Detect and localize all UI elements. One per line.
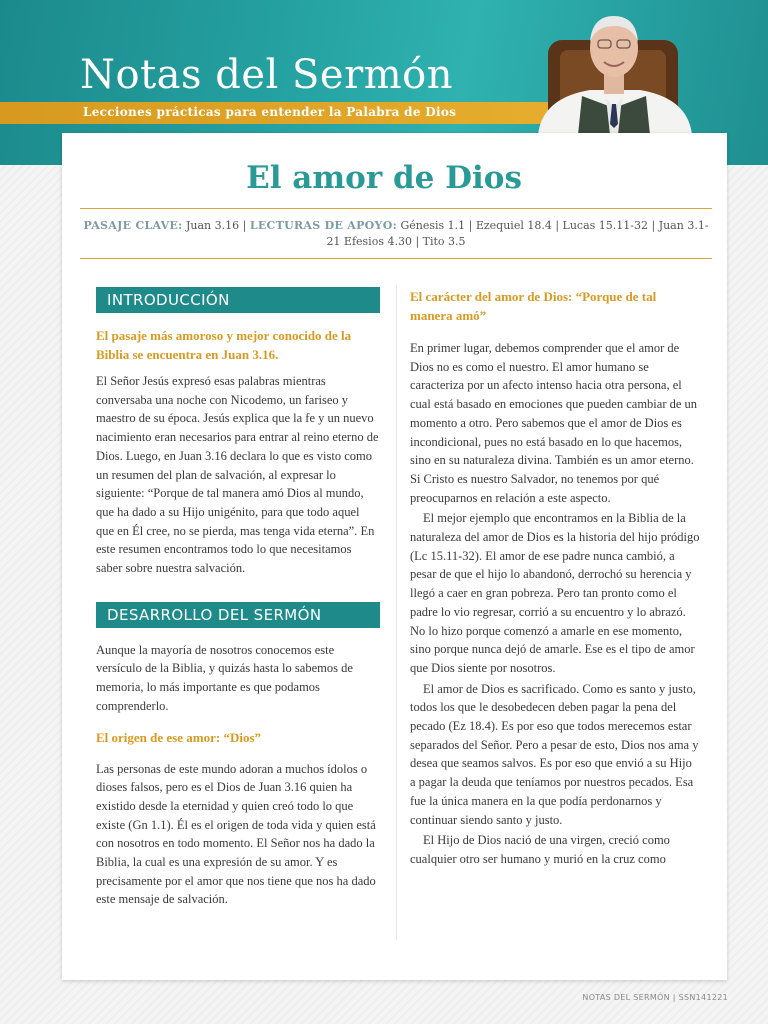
intro-body: El Señor Jesús expresó esas palabras mientras conversaba una noche con Nicodemo, un fariseo y maestro de su época. Jesús explica que la fe y un nuevo nacimiento eran necesarios para entrar al reino eterno de Dios. Luego, en Juan 3.16 declara lo que es visto como un resumen del plan de salvación, al expresar lo siguiente: “Porque de tal manera amó Dios al mundo, que ha dado a su Hijo unigénito, para que todo aquel que en Él cree, no se pierda, mas tenga vida eterna”. En este resumen encontramos todo lo que necesitamos saber sobre nuestra salvación. <box>96 374 379 576</box>
pastor-portrait <box>520 0 720 135</box>
origin-heading: El origen de ese amor: “Dios” <box>96 729 262 745</box>
intro-lead: El pasaje más amoroso y mejor conocido de la Biblia se encuentra en Juan 3.16. <box>96 328 352 362</box>
publication-title: Notas del Sermón <box>80 52 453 98</box>
passage-info <box>80 218 712 250</box>
column-divider <box>396 285 397 940</box>
section-heading-introduccion: INTRODUCCIÓN <box>96 287 380 313</box>
passage-label: PASAJE CLAVE: <box>83 219 183 232</box>
passage-value: Juan 3.16 <box>185 219 240 232</box>
character-paragraph-1: En primer lugar, debemos comprender que el amor de Dios no es como el nuestro. El amor humano se caracteriza por un afecto intenso hacia otra persona, el cual está basado en emociones que pueden cambiar de un momento a otro. Pero sabemos que el amor de Dios es incondicional, pues no está basado en lo que hacemos, sino en su naturaleza divina. También es un amor eterno. Si Cristo es nuestro Salvador, no tenemos por qué preocuparnos en relación a este aspecto. <box>410 341 698 505</box>
title-rule-bottom <box>80 258 712 259</box>
character-paragraph-3: El amor de Dios es sacrificado. Como es santo y justo, todos los que le desobedecen deben pagar la pena del pecado (Ez 18.4). Es por eso que todos merecemos estar separados del Señor. Pero a pesar de esto, Dios nos ama y desea que seamos salvos. Es por eso que envió a su Hijo a pagar la deuda que teníamos por nuestros pecados. Esa fue la única manera en la que podía perdonarnos y continuar siendo santo y justo. <box>410 681 699 827</box>
passage-separator: | <box>242 219 247 232</box>
section-heading-desarrollo: DESARROLLO DEL SERMÓN <box>96 602 380 628</box>
left-column <box>96 287 380 909</box>
right-column <box>410 287 700 869</box>
readings-label: LECTURAS DE APOYO: <box>249 219 397 232</box>
character-heading: El carácter del amor de Dios: “Porque de tal manera amó” <box>410 289 657 323</box>
publication-subtitle: Lecciones prácticas para entender la Palabra de Dios <box>83 105 457 119</box>
page-footer: NOTAS DEL SERMÓN | SSN141221 <box>582 993 728 1002</box>
character-paragraph-2: El mejor ejemplo que encontramos en la Biblia de la naturaleza del amor de Dios es la historia del hijo pródigo (Lc 15.11-32). El amor de ese padre nunca cambió, a pesar de que el hijo lo abandonó, derrochó su herencia y llegó a caer en gran pobreza. Pero tan pronto como el padre lo vio regresar, corrió a su encuentro y lo abrazó. No lo hizo porque comenzó a amarle en ese momento, sino porque nunca dejó de amarle. Ese es el tipo de amor que Dios siente por nosotros. <box>410 511 700 675</box>
subtitle-bar <box>0 102 560 124</box>
development-body: Aunque la mayoría de nosotros conocemos este versículo de la Biblia, y quizás hasta lo sabemos de memoria, lo más importante es que podamos comprenderlo. <box>96 642 353 713</box>
character-paragraph-4: El Hijo de Dios nació de una virgen, creció como cualquier otro ser humano y murió en la cruz como <box>410 833 670 866</box>
sermon-title: El amor de Dios <box>246 160 522 196</box>
readings-value: Génesis 1.1 | Ezequiel 18.4 | Lucas 15.11-32 | Juan 3.1-21 Efesios 4.30 | Tito 3.5 <box>326 219 709 248</box>
origin-body: Las personas de este mundo adoran a muchos ídolos o dioses falsos, pero es el Dios de Juan 3.16 quien ha existido desde la eternidad y quien creó todo lo que existe (Gn 1.1). Él es el origen de toda vida y quien está con nosotros en todo momento. El Señor nos ha dado la Biblia, la cual es una expresión de su amor. Y es precisamente por el amor que nos tiene que nos ha dado este mensaje de salvación. <box>96 761 376 907</box>
title-rule-top <box>80 208 712 209</box>
